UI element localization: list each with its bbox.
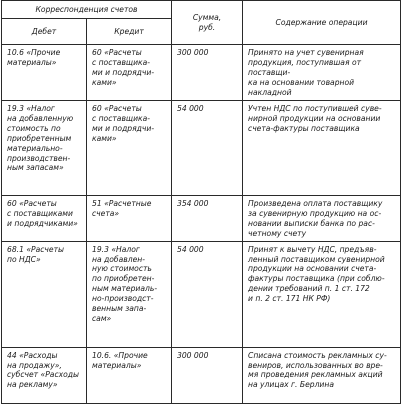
table-row [2,196,401,242]
table-row [2,347,401,403]
amount-cell: 300 000 [172,347,243,403]
amount-cell: 54 000 [172,241,243,347]
header-amount: Сумма, руб. [172,1,243,45]
table-row [2,241,401,347]
amount-cell: 300 000 [172,45,243,101]
description-cell: Принято на учет сувенирная продукция, поступившая от поставщи- ка на основании товарной накладной [243,45,401,101]
debit-cell: 44 «Расходы на продажу», субсчет «Расходы на рекламу» [2,347,87,403]
header-credit: Кредит [87,19,172,45]
header-description: Содержание операции [243,1,401,45]
description-cell: Произведена оплата поставщику за сувенирную продукцию на ос- новании выписки банка по рас- четному счету [243,196,401,242]
header-correspondence: Корреспонденция счетов [2,1,172,19]
amount-cell: 354 000 [172,196,243,242]
credit-cell: 60 «Расчеты с поставщика- ми и подрядчи- ками» [87,101,172,196]
debit-cell: 68.1 «Расчеты по НДС» [2,241,87,347]
table-row [2,45,401,101]
description-cell: Принят к вычету НДС, предъяв- ленный поставщиком сувенирной продукции на основании счета- фактуры поставщика (при соблю- дении требований п. 1 ст. 172 и п. 2 ст. 171 НК РФ) [243,241,401,347]
credit-cell: 10.6. «Прочие материалы» [87,347,172,403]
accounting-entries-table [1,0,401,404]
credit-cell: 60 «Расчеты с поставщика- ми и подрядчи- ками» [87,45,172,101]
debit-cell: 60 «Расчеты с поставщиками и подрядчиками» [2,196,87,242]
credit-cell: 51 «Расчетные счета» [87,196,172,242]
header-debit: Дебет [2,19,87,45]
debit-cell: 10.6 «Прочие материалы» [2,45,87,101]
debit-cell: 19.3 «Налог на добавленную стоимость по приобретенным материально- производствен- ным запасам» [2,101,87,196]
credit-cell: 19.3 «Налог на добавлен- ную стоимость по приобретен- ным материаль- но-производст- венным запа- сам» [87,241,172,347]
amount-cell: 54 000 [172,101,243,196]
description-cell: Списана стоимость рекламных су- вениров, использованных во вре- мя проведения рекламных акций на улицах г. Берлина [243,347,401,403]
table-row [2,101,401,196]
description-cell: Учтен НДС по поступившей суве- нирной продукции на основании счета-фактуры поставщика [243,101,401,196]
